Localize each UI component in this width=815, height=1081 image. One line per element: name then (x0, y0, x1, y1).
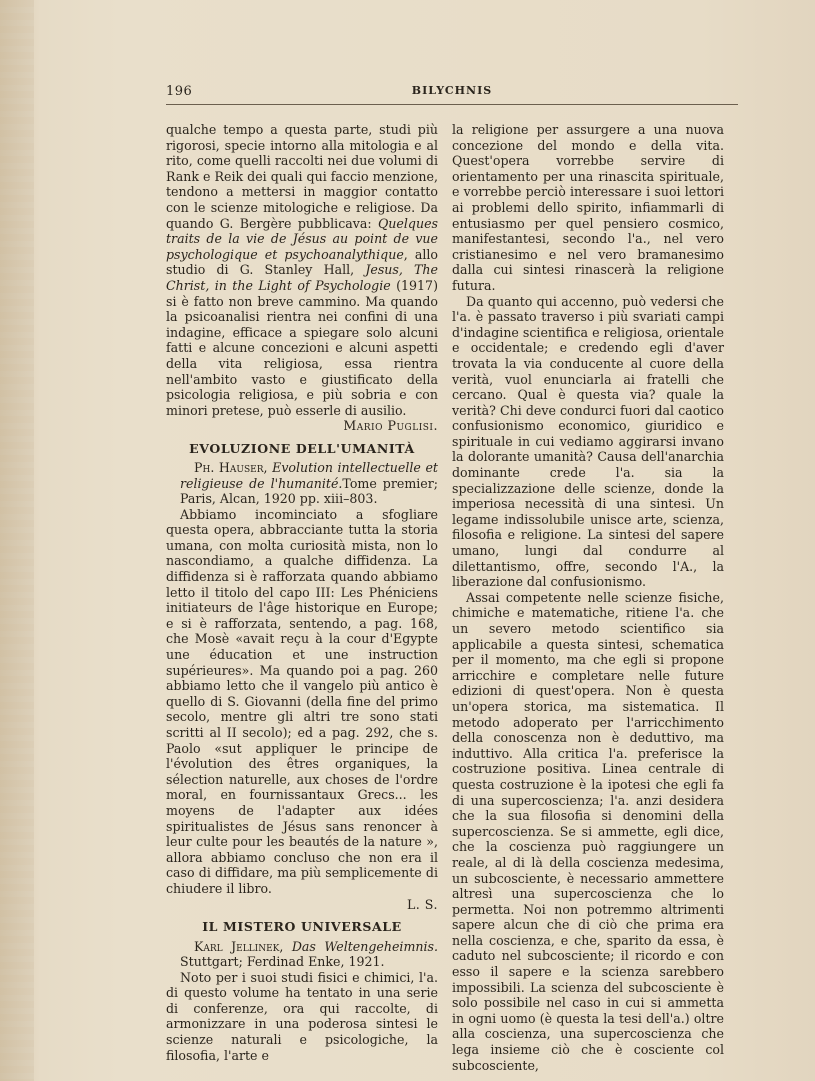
section-heading: IL MISTERO UNIVERSALE (202, 919, 402, 935)
book-title: Das Weltengeheimnis. (291, 938, 438, 954)
review-paragraph (166, 122, 438, 418)
author: Karl Jellinek (194, 938, 280, 954)
publication-info: Stuttgart; Ferdinad Enke, 1921. (180, 954, 385, 970)
review-paragraph: Noto per i suoi studi fisici e chimici, l'a. di questo volume ha tentato in una serie di conferenze, ora qui raccolte, di armonizzare in una poderosa sintesi le scienze naturali e psicologiche, la filosofia, l'arte e (166, 969, 438, 1063)
review-paragraph: la religione per assurgere a una nuova concezione del mondo e della vita. Quest'opera vorrebbe servire di orientamento per una rinascita spirituale, e vorrebbe perciò interessare i suoi lettori ai problemi dello spirito, infiammarli di entusiasmo per quel pensiero cosmico, manifestantesi, secondo l'a., nel vero cristianesimo e nel vero bramanesimo dalla cui sintesi rinascerà la religione futura. (452, 122, 724, 293)
book-title: Evolution intellectuelle et religieuse de l'humanité. (180, 460, 438, 491)
running-title: BILYCHNIS (411, 84, 493, 97)
signature: L. S. (406, 896, 438, 912)
author: Ph. Hauser (194, 460, 264, 476)
bibliographic-reference: Ph. Hauser, Evolution intellectuelle et religieuse de l'humanité.Tome premier; Paris, Alcan, 1920 pp. xiii–803. (180, 460, 439, 507)
bibliographic-reference: Karl Jellinek, Das Weltengeheimnis. Stuttgart; Ferdinad Enke, 1921. (180, 938, 438, 970)
signature: Mario Puglisi. (343, 418, 438, 434)
page-edge (0, 0, 34, 1081)
review-paragraph: Abbiamo incominciato a sfogliare questa opera, abbracciante tutta la storia umana, con molta curiosità mista, non lo nascondiamo, a qualche diffidenza. La diffidenza si è rafforzata quando abbiamo letto il titolo del capo III: Les Phéniciens initiateurs de l'âge historique en Europe; e si è rafforzata, sentendo, a pag. 168, che Mosè «avait reçu à la cour d'Egypte une éducation et une instruction supérieures». Ma quando poi a pag. 260 abbiamo letto che il vangelo più antico è quello di S. Giovanni (della fine del primo secolo, mentre gli altri tre sono stati scritti al II secolo); ed a pag. 292, che s. Paolo «sut appliquer le principe de l'évolution des êtres organiques, la sélection naturelle, aux choses de l'ordre moral, en fournissantaux Grecs... les moyens de l'adapter aux idées spiritualistes de Jésus sans renoncer à leur culte pour les beautés de la nature », allora abbiamo concluso che non era il caso di diffidare, ma più semplicemente di chiudere il libro. (166, 506, 438, 896)
text-run: (1917) si è fatto non breve cammino. Ma quando la psicoanalisi rientra nei confini di una indagine, efficace a spiegare solo alcuni fatti e alcune concezioni e alcuni aspetti della vita religiosa, essa rientra nell'ambito vasto e giustificato della psicologia religiosa, e più sobria e con minori pretese, può esserle di ausilio. (166, 277, 438, 418)
book-title: Quelques traits de la vie de Jésus au point de vue psychologique et psychoanalythique (166, 215, 438, 262)
page-header (166, 84, 738, 104)
review-paragraph: Da quanto qui accenno, può vedersi che l'a. è passato traverso i più svariati campi d'indagine scientifica e religiosa, orientale e occidentale; e credendo egli d'aver trovata la via conducente al cuore della verità, vuol enunciarla ai fratelli che cercano. Qual è questa via? quale la verità? Chi deve condurci fuori dal caotico confusionismo economico, giuridico e spirituale in cui vediamo aggirarsi invano la dolorante umanità? Causa dell'anarchia dominante crede l'a. sia la specializzazione delle scienze, donde la imperiosa necessità di una sintesi. Un legame indissolubile unisce arte, scienza, filosofia e religione. La sintesi del sapere umano, lungi dal condurre al dilettantismo, offre, secondo l'A., la liberazione dal confusionismo. (452, 293, 724, 590)
right-column (452, 122, 724, 1073)
text-run: qualche tempo a questa parte, studi più rigorosi, specie intorno alla mitologia e al rito, come quelli raccolti nei due volumi di Rank e Reik dei quali qui faccio menzione, tendono a mettersi in maggior contatto con le scienze mitologiche e religiose. Da quando G. Bergère pubblicava: (166, 122, 438, 231)
book-title: Jesus, The Christ, in the Light of Psychologie (166, 262, 438, 293)
publication-info: Tome premier; Paris, Alcan, 1920 pp. xiii–803. (180, 475, 439, 507)
review-paragraph: Assai competente nelle scienze fisiche, chimiche e matematiche, ritiene l'a. che un severo metodo scientifico sia applicabile a questa sintesi, schematica per il momento, ma che egli si propone arricchire e completare nelle future edizioni di quest'opera. Non è questa un'opera storica, ma sistematica. Il metodo adoperato per l'arricchimento della conoscenza non è deduttivo, ma induttivo. Alla critica l'a. preferisce la costruzione positiva. Linea centrale di questa costruzione è la ipotesi che egli fa di una supercoscienza; l'a. anzi desidera che la sua filosofia si denomini della supercoscienza. Se si ammette, egli dice, che la coscienza può raggiungere un reale, al di là della coscienza medesima, un subcosciente, è necessario ammettere altresì una supercoscienza che lo permetta. Noi non potremmo altrimenti sapere alcun che di ciò che prima era nella coscienza, e che, sparito da essa, è caduto nel subcosciente; il ricordo e con esso il sapere e la scienza sarebbero impossibili. La scienza del subcosciente è solo possibile nel caso in cui si ammetta in ogni uomo (è questa la tesi dell'a.) oltre alla coscienza, una supercoscienza che lega insieme ciò che è cosciente col subcosciente, (452, 589, 724, 1073)
header-rule (166, 104, 738, 105)
section-heading: EVOLUZIONE DELL'UMANITÀ (189, 440, 415, 456)
page-number: 196 (166, 84, 193, 99)
left-column (166, 122, 438, 1063)
text-run: , allo studio di G. Stanley Hall, (166, 246, 438, 278)
